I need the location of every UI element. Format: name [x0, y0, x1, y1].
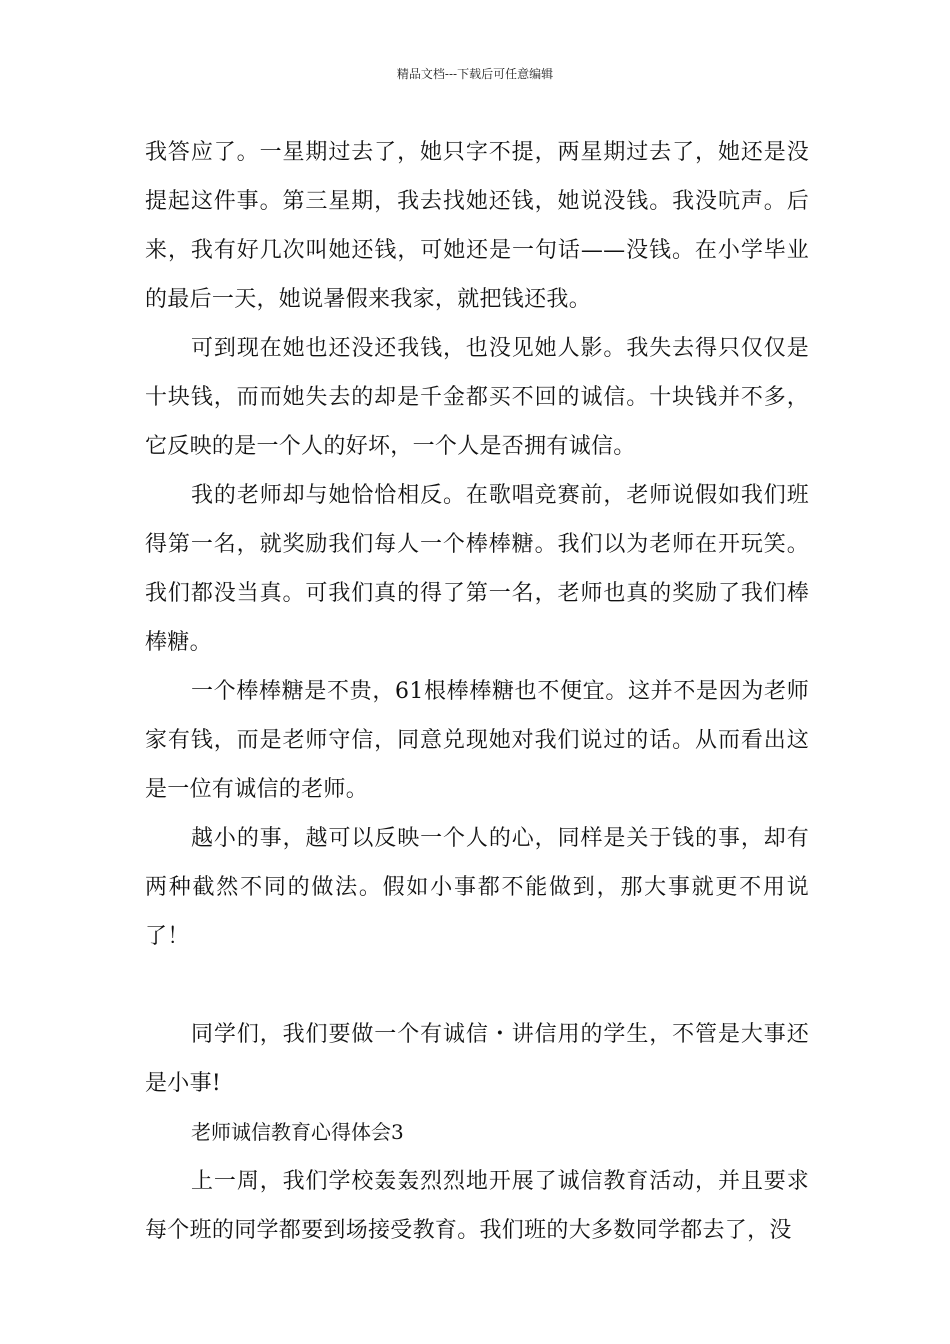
- page-header: 精品文档---下载后可任意编辑: [396, 67, 554, 81]
- paragraph-continuation: 我答应了。一星期过去了，她只字不提，两星期过去了，她还是没提起这件事。第三星期，我去找她还钱，她说没钱。我没吭声。后来，我有好几次叫她还钱，可她还是一句话——没钱。在小学毕业的最后一天，她说暑假来我家，就把钱还我。: [145, 140, 809, 312]
- paragraph-spacer: [145, 961, 809, 1010]
- paragraph-section-start: 上一周，我们学校轰轰烈烈地开展了诚信教育活动，并且要求每个班的同学都要到场接受教育。我们班的大多数同学都去了，没: [145, 1169, 809, 1243]
- paragraph-teacher-contrast: 我的老师却与她恰恰相反。在歌唱竞赛前，老师说假如我们班得第一名，就奖励我们每人一个棒棒糖。我们以为老师在开玩笑。我们都没当真。可我们真的得了第一名，老师也真的奖励了我们棒棒糖。: [145, 483, 809, 655]
- paragraph-ten-yuan: 可到现在她也还没还我钱，也没见她人影。我失去得只仅仅是十块钱，而而她失去的却是千金都买不回的诚信。十块钱并不多，它反映的是一个人的好坏，一个人是否拥有诚信。: [145, 336, 809, 459]
- document-body: [145, 128, 809, 1255]
- section-heading: 老师诚信教育心得体会3: [191, 1120, 404, 1144]
- paragraph-conclusion: 同学们，我们要做一个有诚信・讲信用的学生，不管是大事还是小事!: [145, 1022, 809, 1096]
- paragraph-lollipop: 一个棒棒糖是不贵，61根棒棒糖也不便宜。这并不是因为老师家有钱，而是老师守信，同意兑现她对我们说过的话。从而看出这是一位有诚信的老师。: [145, 679, 809, 802]
- paragraph-small-things: 越小的事，越可以反映一个人的心，同样是关于钱的事，却有两种截然不同的做法。假如小事都不能做到，那大事就更不用说了！: [145, 826, 809, 949]
